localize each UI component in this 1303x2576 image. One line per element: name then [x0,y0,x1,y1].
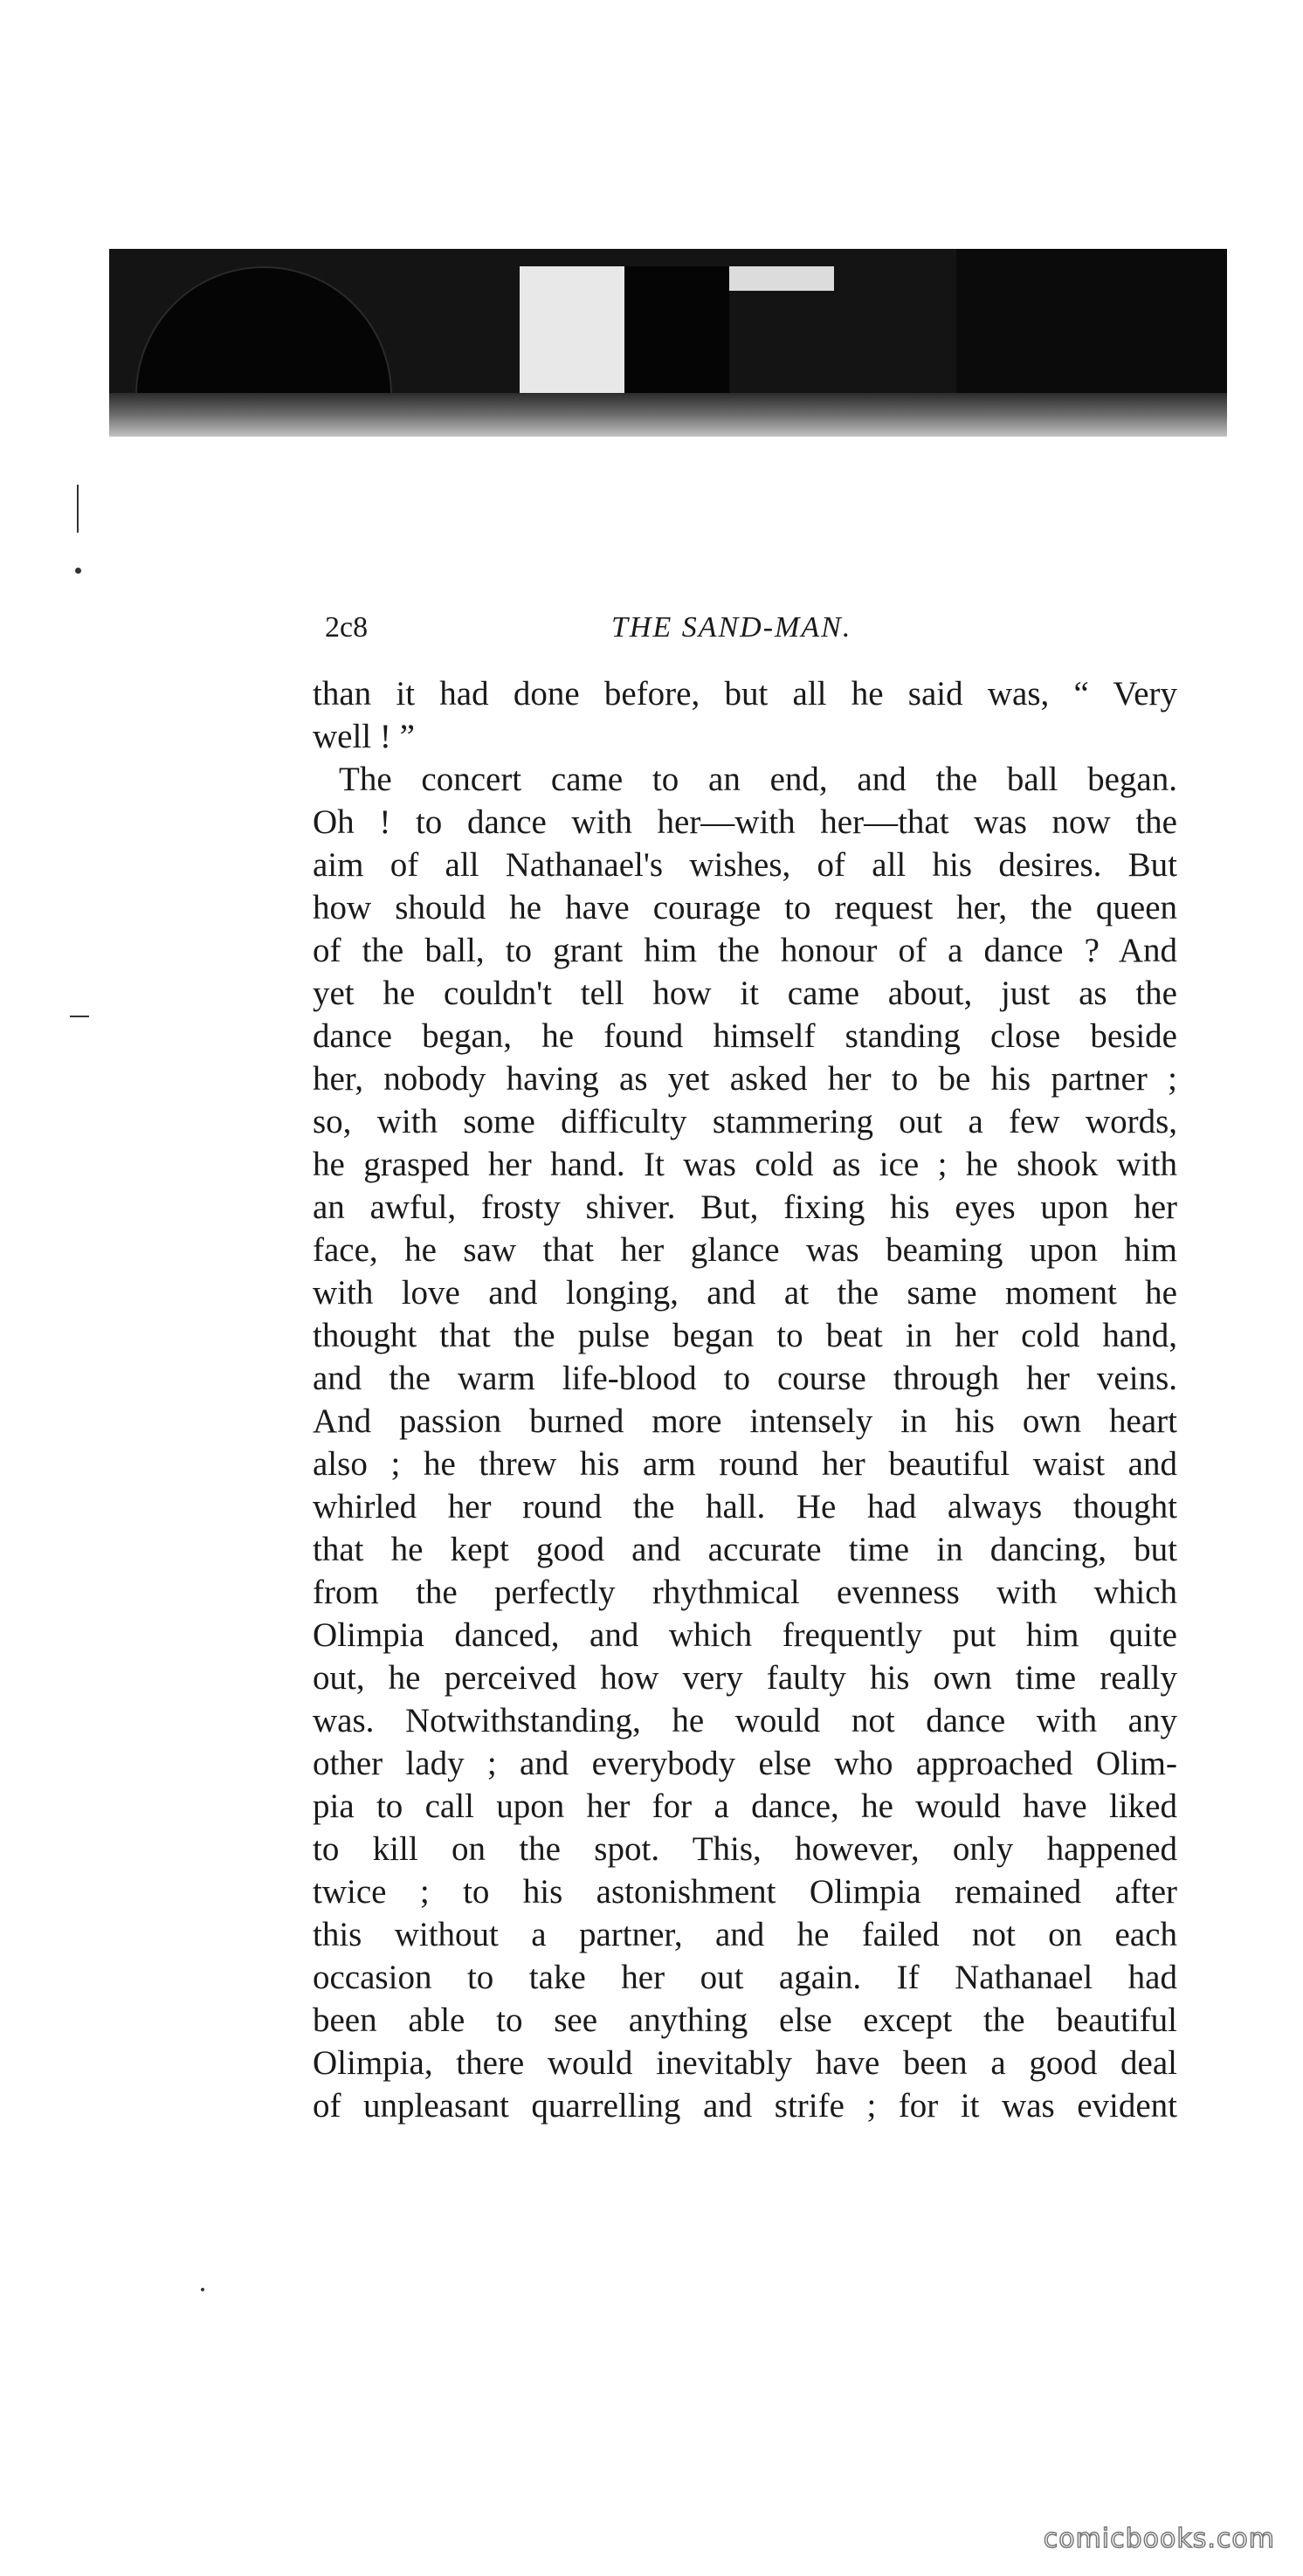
running-title: THE SAND-MAN. [611,611,852,644]
photo-dark-square [624,266,729,397]
text-line: thought that the pulse began to beat in her cold hand, [313,1317,1177,1354]
text-line: than it had done before, but all he said was, “ Very [313,675,1177,713]
text-line: that he kept good and accurate time in dancing, but [313,1531,1177,1568]
margin-mark-dot [75,568,81,574]
text-line: been able to see anything else except the beautiful [313,2001,1177,2039]
text-line: how should he have courage to request her, the queen [313,889,1177,926]
text-line: whirled her round the hall. He had always thought [313,1488,1177,1526]
text-line: yet he couldn't tell how it came about, just as the [313,975,1177,1012]
text-line: aim of all Nathanael's wishes, of all his desires. But [313,846,1177,884]
body-text [313,672,1177,2127]
text-line: out, he perceived how very faulty his own time really [313,1659,1177,1697]
text-line: well ! ” [313,718,415,755]
text-line: of unpleasant quarrelling and strife ; for it was evident [313,2087,1177,2125]
text-line: face, he saw that her glance was beaming upon him [313,1231,1177,1269]
margin-mark-speck [201,2288,204,2291]
text-line: The concert came to an end, and the ball began. [339,761,1177,798]
page-header [325,611,1189,655]
photo-shelf-edge [109,393,1227,437]
text-line: other lady ; and everybody else who approached Olim- [313,1745,1177,1782]
text-line: Oh ! to dance with her—with her—that was now the [313,803,1177,841]
text-line: he grasped her hand. It was cold as ice ; he shook with [313,1146,1177,1183]
text-line: Olimpia, there would inevitably have been a good deal [313,2044,1177,2082]
photo-light-square-small [729,266,834,291]
text-line: Olimpia danced, and which frequently put him quite [313,1616,1177,1654]
text-line: twice ; to his astonishment Olimpia remained after [313,1873,1177,1911]
text-line: so, with some difficulty stammering out a few words, [313,1103,1177,1140]
margin-mark-top [77,485,79,533]
text-line: this without a partner, and he failed not on each [313,1916,1177,1953]
text-line: her, nobody having as yet asked her to be his partner ; [313,1060,1177,1098]
text-line: pia to call upon her for a dance, he would have liked [313,1787,1177,1825]
text-line: also ; he threw his arm round her beautiful waist and [313,1445,1177,1483]
text-line: dance began, he found himself standing close beside [313,1017,1177,1055]
photo-light-square [520,266,624,397]
margin-mark-dash [70,1016,89,1017]
text-line: occasion to take her out again. If Nathanael had [313,1959,1177,1996]
watermark-text: comicbooks.com [1043,2524,1275,2554]
text-line: And passion burned more intensely in his own heart [313,1402,1177,1440]
text-line: was. Notwithstanding, he would not dance with any [313,1702,1177,1739]
photo-dark-block [956,249,1227,397]
text-line: from the perfectly rhythmical evenness with which [313,1574,1177,1611]
scanned-photo-strip [109,249,1227,437]
text-line: to kill on the spot. This, however, only happened [313,1830,1177,1868]
text-line: with love and longing, and at the same moment he [313,1274,1177,1312]
text-line: an awful, frosty shiver. But, fixing his eyes upon her [313,1188,1177,1226]
text-line: and the warm life-blood to course through her veins. [313,1360,1177,1397]
text-line: of the ball, to grant him the honour of a dance ? And [313,932,1177,969]
page-number: 2c8 [325,611,369,644]
